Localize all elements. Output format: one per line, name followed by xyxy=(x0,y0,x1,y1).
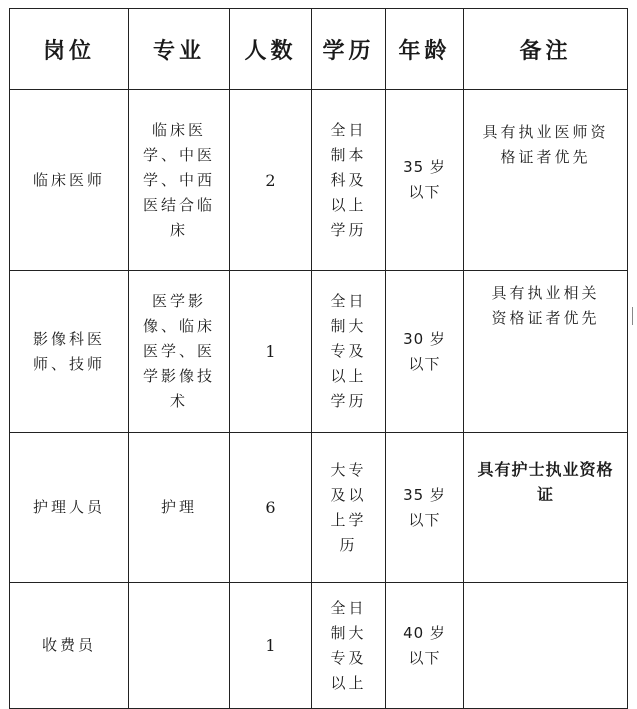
education-line: 以上 xyxy=(330,367,367,385)
header-count: 人数 xyxy=(230,9,312,90)
major-line: 像、临床 xyxy=(142,317,215,335)
count-cell: 1 xyxy=(230,271,312,433)
education-line: 专及 xyxy=(330,342,367,360)
education-line: 以上 xyxy=(330,673,367,692)
major-line: 医结合临 xyxy=(142,195,215,214)
position-line: 临床医师 xyxy=(32,170,105,189)
education-line: 科及 xyxy=(330,170,367,189)
major-line: 临床医 xyxy=(151,120,206,139)
header-major: 专业 xyxy=(129,9,230,90)
age-line: 40 岁 xyxy=(403,623,446,642)
education-line: 大专 xyxy=(330,460,367,479)
notes-line: 格证者优先 xyxy=(500,148,591,166)
age-cell xyxy=(386,583,464,709)
position-cell xyxy=(10,433,129,583)
education-line: 专及 xyxy=(330,648,367,667)
header-row xyxy=(10,9,628,90)
notes-cell xyxy=(464,90,628,271)
education-line: 历 xyxy=(339,535,358,554)
age-line: 35 岁 xyxy=(403,158,446,176)
notes-cell xyxy=(464,583,628,709)
education-line: 以上 xyxy=(330,195,367,214)
education-line: 制大 xyxy=(330,623,367,642)
education-cell xyxy=(312,433,386,583)
count-cell: 2 xyxy=(230,90,312,271)
education-line: 学历 xyxy=(330,220,367,239)
position-cell xyxy=(10,271,129,433)
position-cell xyxy=(10,90,129,271)
age-line: 35 岁 xyxy=(403,485,446,504)
education-line: 制本 xyxy=(330,145,367,164)
table-row xyxy=(10,583,628,709)
major-cell xyxy=(129,433,230,583)
age-line: 30 岁 xyxy=(403,329,446,348)
education-line: 及以 xyxy=(330,485,367,504)
education-line: 全日 xyxy=(330,598,367,617)
recruitment-table xyxy=(9,8,628,709)
education-cell xyxy=(312,90,386,271)
notes-cell xyxy=(464,433,628,583)
count-cell: 1 xyxy=(230,583,312,709)
header-notes: 备注 xyxy=(464,9,628,90)
age-line: 以下 xyxy=(408,183,441,201)
education-line: 制大 xyxy=(330,317,367,335)
major-cell xyxy=(129,90,230,271)
header-age: 年龄 xyxy=(386,9,464,90)
table-row xyxy=(10,90,628,271)
major-line: 术 xyxy=(169,392,188,410)
notes-line: 资格证者优先 xyxy=(491,309,600,327)
major-line: 医学影 xyxy=(151,292,206,310)
notes-line: 具有护士执业资格 xyxy=(477,460,614,479)
count-cell: 6 xyxy=(230,433,312,583)
edge-divider xyxy=(632,307,633,325)
education-cell xyxy=(312,271,386,433)
age-line: 以下 xyxy=(408,354,441,373)
position-line: 影像科医 xyxy=(32,329,105,348)
age-cell xyxy=(386,433,464,583)
education-line: 全日 xyxy=(330,292,367,310)
header-position: 岗位 xyxy=(10,9,129,90)
position-line: 护理人员 xyxy=(32,498,105,516)
age-line: 以下 xyxy=(408,510,441,529)
major-cell xyxy=(129,583,230,709)
education-line: 上学 xyxy=(330,510,367,529)
age-cell xyxy=(386,271,464,433)
header-education: 学历 xyxy=(312,9,386,90)
major-line: 医学、医 xyxy=(142,342,215,360)
major-line: 学影像技 xyxy=(142,367,215,385)
major-line: 床 xyxy=(169,220,188,239)
position-line: 收费员 xyxy=(41,636,96,654)
notes-line: 证 xyxy=(536,485,554,504)
position-line: 师、技师 xyxy=(32,354,105,373)
major-line: 护理 xyxy=(160,498,197,516)
notes-line: 具有执业医师资 xyxy=(482,123,609,141)
position-cell xyxy=(10,583,129,709)
notes-cell xyxy=(464,271,628,433)
table-row xyxy=(10,271,628,433)
education-line: 学历 xyxy=(330,392,367,410)
age-cell xyxy=(386,90,464,271)
education-line: 全日 xyxy=(330,120,367,139)
major-line: 学、中医 xyxy=(142,145,215,164)
education-cell xyxy=(312,583,386,709)
table-row xyxy=(10,433,628,583)
notes-line: 具有执业相关 xyxy=(491,284,600,302)
age-line: 以下 xyxy=(408,648,441,667)
major-line: 学、中西 xyxy=(142,170,215,189)
major-cell xyxy=(129,271,230,433)
